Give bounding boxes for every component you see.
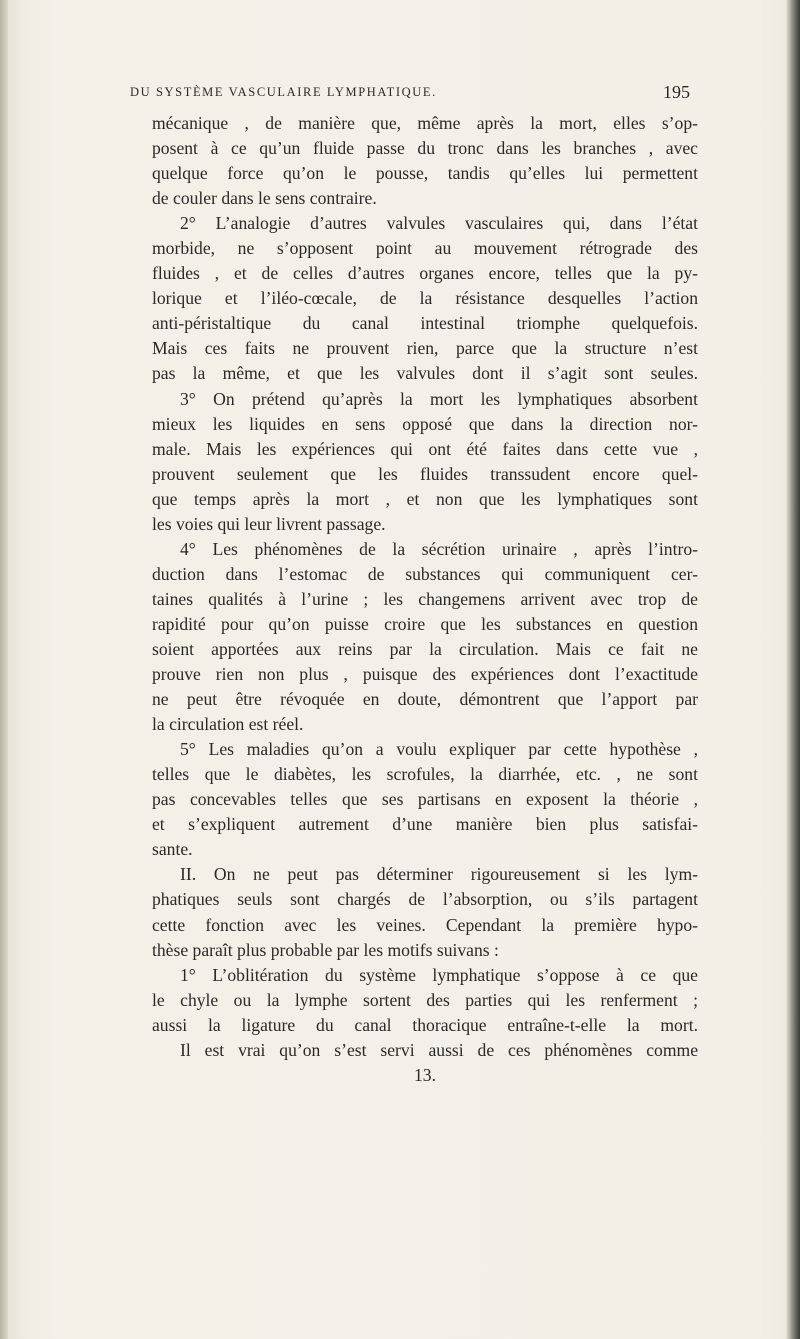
text-line: les voies qui leur livrent passage.	[152, 513, 386, 534]
text-line: de couler dans le sens contraire.	[152, 188, 377, 209]
text-line: 2° L’analogie d’autres valvules vasculaires qui, dans l’état	[180, 213, 698, 234]
text-line: taines qualités à l’urine ; les changemens arrivent avec trop de	[152, 588, 698, 609]
text-line: rapidité pour qu’on puisse croire que les substances en question	[152, 613, 698, 634]
text-line: la circulation est réel.	[152, 714, 304, 735]
text-line: Il est vrai qu’on s’est servi aussi de ces phénomènes comme	[180, 1039, 698, 1060]
text-line: mécanique , de manière que, même après la mort, elles s’op-	[152, 113, 698, 133]
text-line: ne peut être révoquée en doute, démontrent que l’apport par	[152, 689, 698, 710]
text-line: thèse paraît plus probable par les motifs suivans :	[152, 939, 499, 960]
page-number: 195	[663, 82, 690, 102]
text-line: et s’expliquent autrement d’une manière bien plus satisfai-	[152, 814, 698, 835]
page-binding-edge	[0, 0, 8, 1339]
text-line: phatiques seuls sont chargés de l’absorption, ou s’ils partagent	[152, 889, 698, 910]
text-line: 3° On prétend qu’après la mort les lymphatiques absorbent	[180, 388, 698, 409]
text-line: telles que le diabètes, les scrofules, la diarrhée, etc. , ne sont	[152, 764, 698, 785]
page-header	[130, 82, 690, 106]
text-line: mieux les liquides en sens opposé que dans la direction nor-	[152, 413, 698, 434]
text-line: soient apportées aux reins par la circulation. Mais ce fait ne	[152, 638, 698, 659]
text-line: male. Mais les expériences qui ont été faites dans cette vue ,	[152, 438, 698, 459]
body-text	[152, 111, 698, 1088]
text-line: aussi la ligature du canal thoracique entraîne-t-elle la mort.	[152, 1014, 698, 1035]
text-line: morbide, ne s’opposent point au mouvement rétrograde des	[152, 238, 698, 259]
text-line: duction dans l’estomac de substances qui communiquent cer-	[152, 563, 698, 584]
text-line: 1° L’oblitération du système lymphatique s’oppose à ce que	[180, 964, 698, 985]
text-line: anti-péristaltique du canal intestinal triomphe quelquefois.	[152, 313, 698, 334]
running-head: DU SYSTÈME VASCULAIRE LYMPHATIQUE.	[130, 85, 437, 99]
text-line: posent à ce qu’un fluide passe du tronc dans les branches , avec	[152, 138, 698, 159]
text-line: pas la même, et que les valvules dont il s’agit sont seules.	[152, 363, 698, 384]
text-line: Mais ces faits ne prouvent rien, parce que la structure n’est	[152, 338, 698, 359]
text-line: que temps après la mort , et non que les lymphatiques sont	[152, 488, 698, 509]
text-line: quelque force qu’on le pousse, tandis qu’elles lui permettent	[152, 163, 698, 184]
text-line: pas concevables telles que ses partisans en exposent la théorie ,	[152, 789, 698, 810]
text-line: 5° Les maladies qu’on a voulu expliquer par cette hypothèse ,	[180, 739, 698, 760]
text-line: fluides , et de celles d’autres organes encore, telles que la py-	[152, 263, 698, 284]
text-line: prouvent seulement que les fluides transsudent encore quel-	[152, 463, 698, 484]
text-line: 4° Les phénomènes de la sécrétion urinaire , après l’intro-	[180, 538, 698, 559]
text-line: prouve rien non plus , puisque des expériences dont l’exactitude	[152, 664, 698, 685]
page-right-edge	[786, 0, 800, 1339]
text-line: II. On ne peut pas déterminer rigoureusement si les lym-	[180, 864, 698, 885]
text-line: sante.	[152, 839, 193, 860]
text-line: le chyle ou la lymphe sortent des parties qui les renferment ;	[152, 989, 698, 1010]
text-line: cette fonction avec les veines. Cependant la première hypo-	[152, 914, 698, 935]
text-line: lorique et l’iléo-cœcale, de la résistance desquelles l’action	[152, 288, 698, 309]
signature-mark: 13.	[414, 1064, 436, 1085]
